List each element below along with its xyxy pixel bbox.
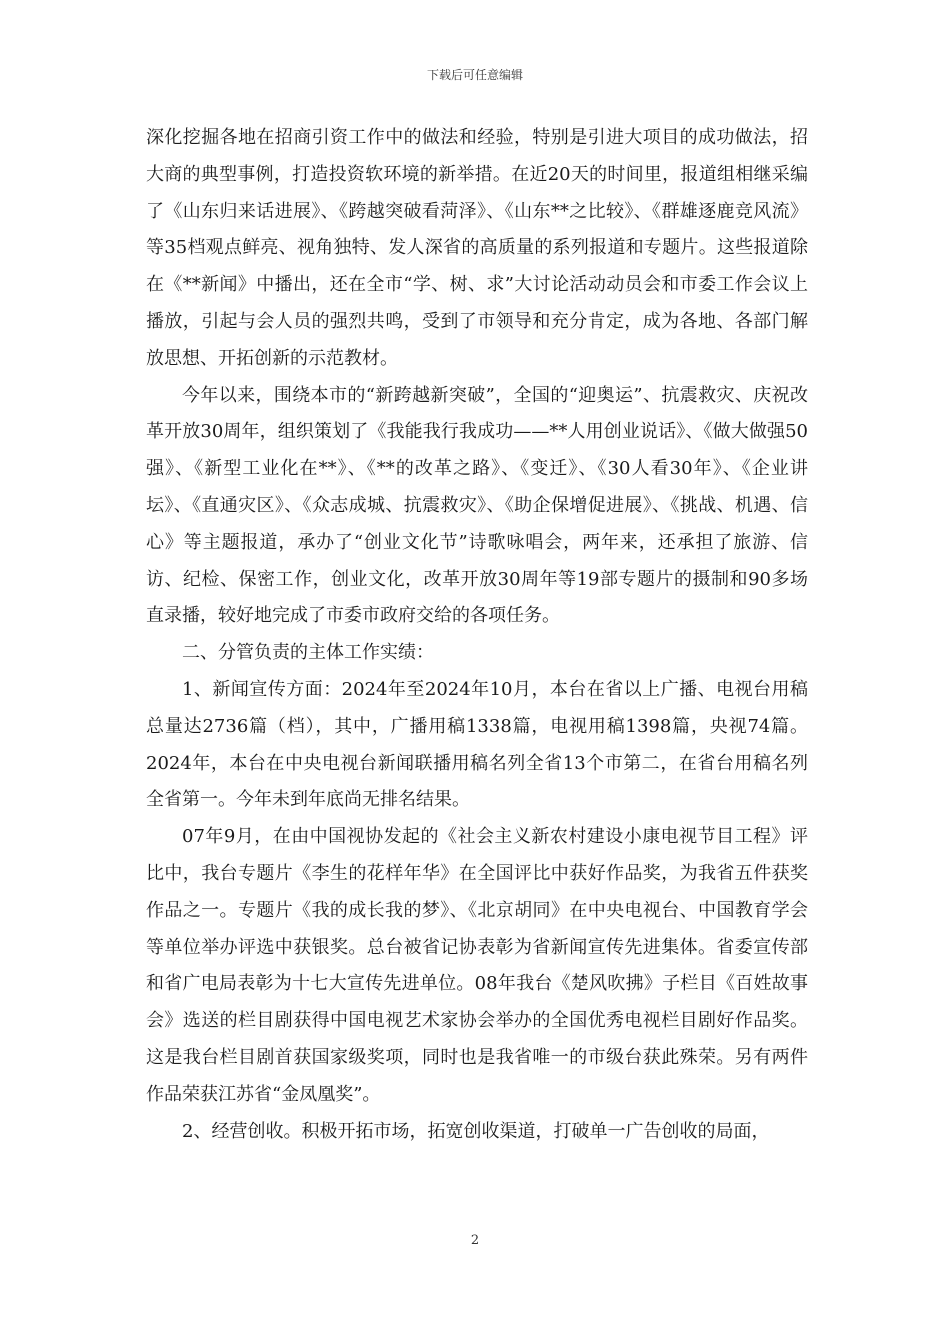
paragraph-1: 深化挖掘各地在招商引资工作中的做法和经验，特别是引进大项目的成功做法，招大商的典型事例，打造投资软环境的新举措。在近20天的时间里，报道组相继采编了《山东归来话进展》、《跨越突破看菏泽》、《山东**之比较》、《群雄逐鹿竞风流》等35档观点鲜亮、视角独特、发人深省的高质量的系列报道和专题片。这些报道除在《**新闻》中播出，还在全市“学、树、求”大讨论活动动员会和市委工作会议上播放，引起与会人员的强烈共鸣，受到了市领导和充分肯定，成为各地、各部门解放思想、开拓创新的示范教材。 bbox=[146, 127, 808, 369]
section-heading: 二、分管负责的主体工作实绩： bbox=[182, 642, 434, 664]
page-number: 2 bbox=[470, 1233, 480, 1248]
page-header: 下载后可任意编辑 bbox=[426, 68, 523, 82]
document-body bbox=[146, 120, 808, 1150]
paragraph-4: 07年9月，在由中国视协发起的《社会主义新农村建设小康电视节目工程》评比中，我台专题片《李生的花样年华》在全国评比中获好作品奖，为我省五件获奖作品之一。专题片《我的成长我的梦》、《北京胡同》在中央电视台、中国教育学会等单位举办评选中获银奖。总台被省记协表彰为省新闻宣传先进集体。省委宣传部和省广电局表彰为十七大宣传先进单位。08年我台《楚风吹拂》子栏目《百姓故事会》选送的栏目剧获得中国电视艺术家协会举办的全国优秀电视栏目剧好作品奖。这是我台栏目剧首获国家级奖项，同时也是我省唯一的市级台获此殊荣。另有两件作品荣获江苏省“金凤凰奖”。 bbox=[146, 826, 808, 1105]
paragraph-5: 2、经营创收。积极开拓市场，拓宽创收渠道，打破单一广告创收的局面， bbox=[182, 1120, 770, 1142]
paragraph-3: 1、新闻宣传方面：2024年至2024年10月，本台在省以上广播、电视台用稿总量达2736篇（档），其中，广播用稿1338篇，电视用稿1398篇，央视74篇。2024年，本台在中央电视台新闻联播用稿名列全省13个市第二，在省台用稿名列全省第一。今年未到年底尚无排名结果。 bbox=[146, 678, 808, 811]
paragraph-2: 今年以来，围绕本市的“新跨越新突破”，全国的“迎奥运”、抗震救灾、庆祝改革开放30周年，组织策划了《我能我行我成功——**人用创业说话》、《做大做强50强》、《新型工业化在**》、《**的改革之路》、《变迁》、《30人看30年》、《企业讲坛》、《直通灾区》、《众志成城、抗震救灾》、《助企保增促进展》、《挑战、机遇、信心》等主题报道，承办了“创业文化节”诗歌咏唱会，两年来，还承担了旅游、信访、纪检、保密工作，创业文化，改革开放30周年等19部专题片的摄制和90多场直录播，较好地完成了市委市政府交给的各项任务。 bbox=[146, 384, 808, 627]
